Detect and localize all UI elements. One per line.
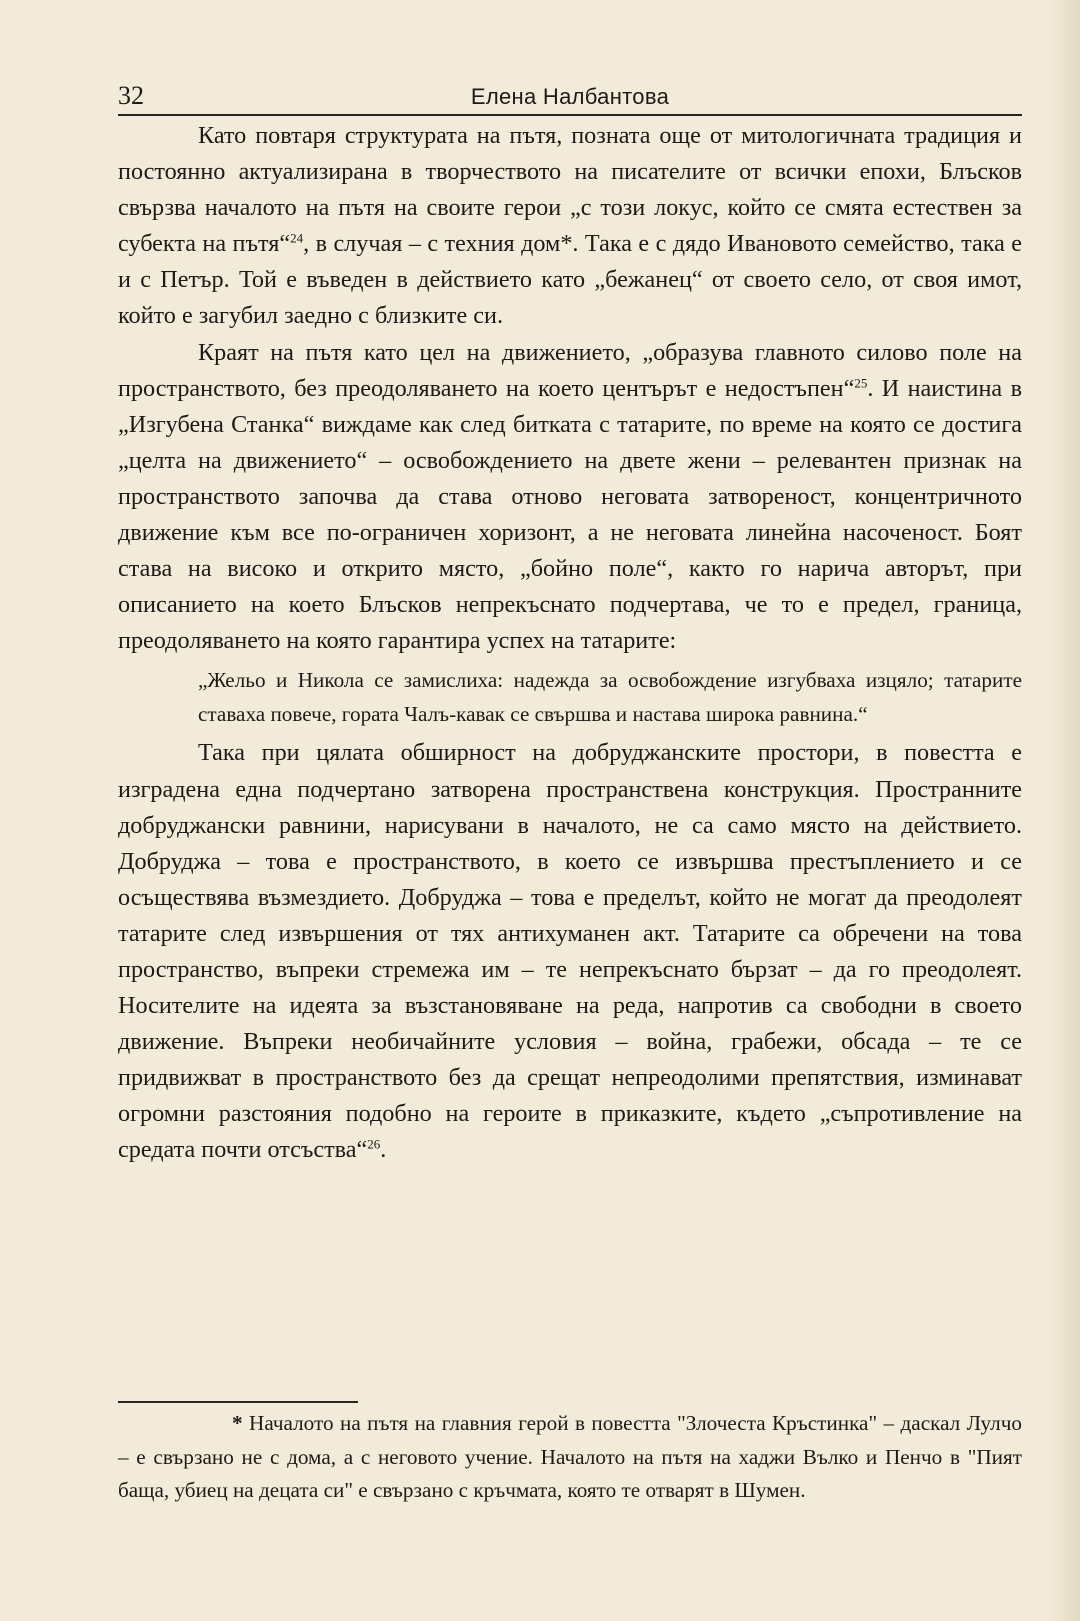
paragraph-2-text-b: . И наистина в „Изгубена Станка“ виждаме как след битката с татарите, по време на която се достига „целта на движението“ – освобождението на двете жени – релевантен признак на пространството започва да става отново неговата затвореност, концентричното движение към все по-ограничен хоризонт, а не неговата линейна насоченост. Боят става на високо и открито място, „бойно поле“, както го нарича авторът, при описанието на което Блъсков непрекъснато подчертава, че то е предел, граница, преодоляването на която гарантира успех на татарите: <box>118 374 1022 655</box>
running-title: Елена Налбантова <box>470 84 670 109</box>
endnote-ref-25: 25 <box>854 375 868 391</box>
endnote-ref-24: 24 <box>290 230 304 246</box>
footnote-text: Началото на пътя на главния герой в повестта "Злочеста Кръстинка" – даскал Лулчо – е свързано не с дома, а с неговото учение. Началото на пътя на хаджи Вълко и Пенчо в "Пият баща, убиец на децата си" е свързано с кръчмата, която те отварят в Шумен. <box>118 1411 1022 1503</box>
paragraph-3-text-a: Така при цялата обширност на добруджанските простори, в повестта е изградена една подчертано затворена пространствена конструкция. Пространните добруджански равнини, нарисувани в началото, не са само място на действието. Добруджа – това е пространството, в което се извършва престъплението и се осъществява възмездието. Добруджа – това е пределът, който не могат да преодолеят татарите след извършения от тях антихуманен акт. Татарите са обречени на това пространство, въпреки стремежа им – те непрекъснато бързат – да го преодолеят. Носителите на идеята за възстановяване на реда, напротив са свободни в своето движение. Въпреки необичайните условия – война, грабежи, обсада – те се придвижват в пространството без да срещат непреодолими препятствия, изминават огромни разстояния подобно на героите в приказките, където „съпротивление на средата почти отсъства“ <box>118 739 1022 1164</box>
paragraph-1 <box>118 118 1022 335</box>
paragraph-1-text-b: , в случая – с техния дом*. Така е с дядо Ивановото семейство, така е и с Петър. Той е въведен в действието като „бежанец“ от своето село, от своя имот, който е загубил заедно с близките си. <box>118 230 1022 330</box>
paragraph-2 <box>118 335 1022 660</box>
running-header <box>118 78 1022 116</box>
paragraph-3 <box>118 735 1022 1168</box>
block-quote: „Жельо и Никола се замислиха: надежда за освобождение изгубваха изцяло; татарите ставаха повече, гората Чалъ-кавак се свършва и настава широка равнина.“ <box>198 668 1022 727</box>
footnote-divider <box>118 1401 358 1403</box>
endnote-ref-26: 26 <box>367 1137 381 1152</box>
footnote <box>118 1407 1022 1508</box>
paragraph-3-text-b: . <box>380 1136 387 1164</box>
page-number: 32 <box>118 81 144 110</box>
page-edge-shadow <box>1050 0 1080 1621</box>
footnote-marker: * <box>232 1411 243 1435</box>
paragraph-2-text-a: Краят на пътя като цел на движението, „образува главното силово поле на пространството, без преодоляването на което центърът е недостъпен“ <box>118 338 1022 402</box>
paragraph-1-text-a: Като повтаря структурата на пътя, позната още от митологичната традиция и постоянно актуализирана в творчеството на писателите от всички епохи, Блъсков свързва началото на пътя на своите герои „с този локус, който се смята естествен за субекта на пътя“ <box>118 122 1022 258</box>
main-text <box>118 118 1022 1169</box>
